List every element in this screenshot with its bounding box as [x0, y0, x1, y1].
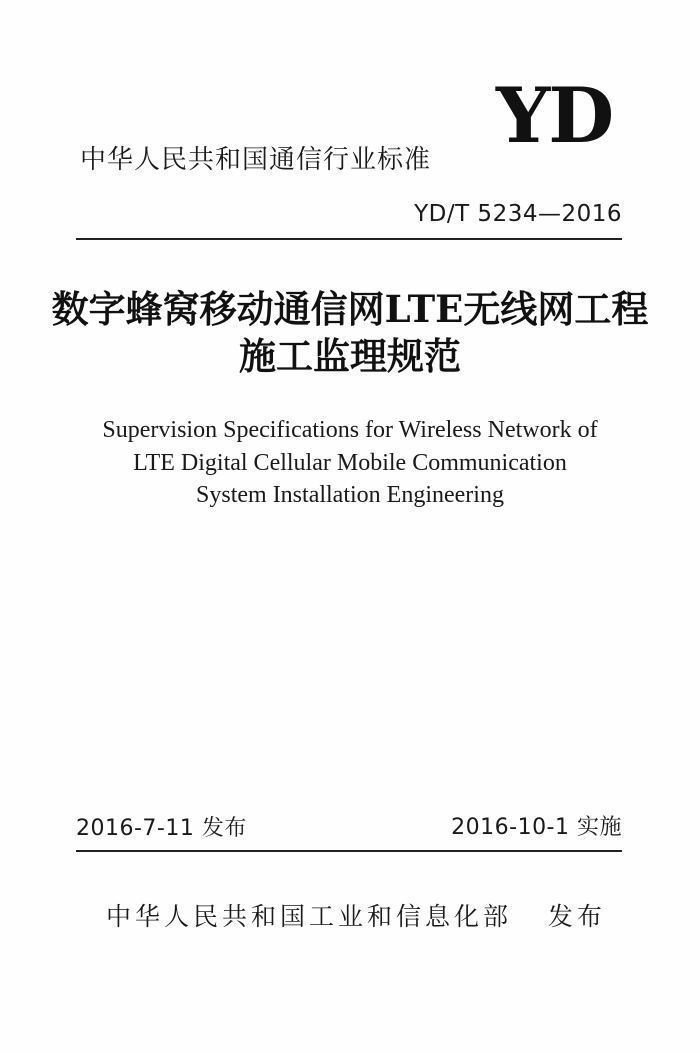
chinese-title-line-1: 数字蜂窝移动通信网LTE无线网工程 — [51, 287, 649, 331]
english-title-line-1: Supervision Specifications for Wireless Network of — [102, 417, 598, 443]
chinese-title-line-2: 施工监理规范 — [239, 334, 461, 378]
publisher: 中华人民共和国工业和信息化部 发布 — [106, 902, 606, 931]
issue-date: 2016-7-11 发布 — [76, 816, 247, 841]
english-title-line-2: LTE Digital Cellular Mobile Communication — [133, 450, 567, 476]
bottom-divider — [76, 850, 622, 852]
top-divider — [76, 238, 622, 240]
standard-type: 中华人民共和国通信行业标准 — [80, 145, 432, 175]
standard-number: YD/T 5234—2016 — [414, 201, 622, 227]
english-title-line-3: System Installation Engineering — [196, 482, 504, 508]
effective-date: 2016-10-1 实施 — [451, 815, 622, 840]
yd-logo: YD — [496, 71, 613, 160]
